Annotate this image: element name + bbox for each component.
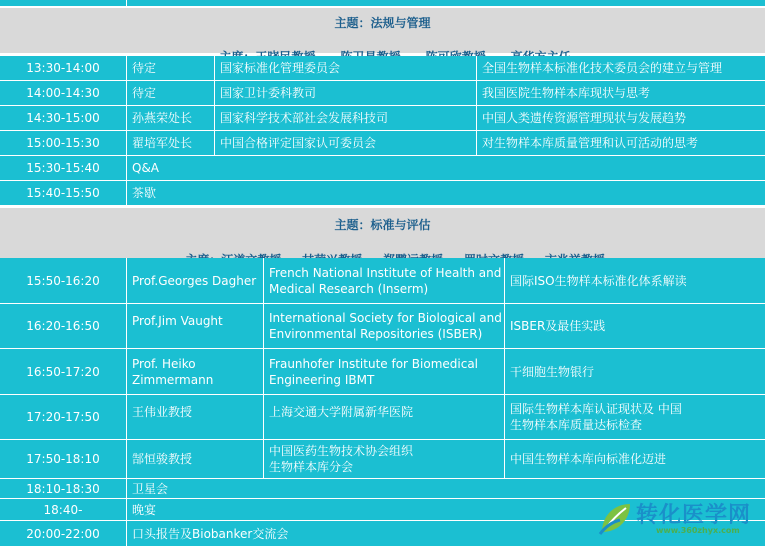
event-cell: Q&A bbox=[126, 156, 765, 180]
watermark-url: www.360zhyx.com bbox=[656, 526, 740, 535]
schedule-row bbox=[0, 156, 765, 181]
time-cell: 20:00-22:00 bbox=[26, 526, 100, 541]
leaf-logo-icon bbox=[596, 498, 636, 538]
org-cell: 中国医药生物技术协会组织 生物样本库分会 bbox=[263, 440, 423, 478]
org-cell: 中国合格评定国家认可委员会 bbox=[214, 131, 476, 155]
section-header-regulation bbox=[0, 6, 765, 53]
event-cell: 茶歇 bbox=[126, 181, 765, 205]
event-cell: 口头报告及Biobanker交流会 bbox=[126, 521, 765, 546]
schedule-row bbox=[0, 106, 765, 131]
speaker-cell: 王伟业教授 bbox=[126, 395, 263, 439]
topic-cell: 中国人类遗传资源管理现状与发展趋势 bbox=[476, 106, 765, 130]
time-cell: 15:40-15:50 bbox=[26, 186, 100, 200]
topic-cell: 国际ISO生物样本标准化体系解读 bbox=[504, 258, 765, 303]
time-cell: 17:50-18:10 bbox=[26, 452, 100, 466]
speaker-cell: 郜恒骏教授 bbox=[126, 440, 263, 478]
time-cell: 16:50-17:20 bbox=[26, 364, 100, 379]
speaker-cell: 翟培军处长 bbox=[126, 131, 214, 155]
schedule-row bbox=[0, 131, 765, 156]
schedule-row bbox=[0, 258, 765, 304]
schedule-row bbox=[0, 395, 765, 440]
section-theme: 主题：标准与评估 bbox=[334, 218, 431, 232]
topic-cell: 中国生物样本库向标准化迈进 bbox=[504, 440, 765, 478]
speaker-cell: 待定 bbox=[126, 81, 214, 105]
event-cell: 晚宴 bbox=[126, 499, 765, 520]
schedule-row bbox=[0, 81, 765, 106]
time-cell: 15:30-15:40 bbox=[26, 161, 100, 175]
schedule-row bbox=[0, 349, 765, 395]
time-cell: 15:50-16:20 bbox=[26, 273, 100, 288]
schedule-row bbox=[0, 440, 765, 479]
speaker-cell: Prof.Jim Vaught bbox=[126, 304, 263, 348]
org-cell: 国家标准化管理委员会 bbox=[214, 56, 476, 80]
speaker-cell: 待定 bbox=[126, 56, 214, 80]
section-header-standards bbox=[0, 206, 765, 258]
watermark-logo bbox=[596, 496, 762, 540]
topic-cell: ISBER及最佳实践 bbox=[504, 304, 765, 348]
org-cell: 上海交通大学附属新华医院 bbox=[263, 395, 504, 439]
topic-cell: 国际生物样本库认证现状及 中国生物样本库质量达标检查 bbox=[504, 395, 684, 439]
topic-cell: 对生物样本库质量管理和认可活动的思考 bbox=[476, 131, 765, 155]
schedule-row bbox=[0, 56, 765, 81]
org-cell: French National Institute of Health and Medical Research (Inserm) bbox=[263, 258, 504, 303]
time-cell: 14:00-14:30 bbox=[26, 86, 100, 100]
time-cell: 14:30-15:00 bbox=[26, 111, 100, 125]
speaker-cell: Prof. Heiko Zimmermann bbox=[126, 349, 263, 394]
org-cell: 国家卫计委科教司 bbox=[214, 81, 476, 105]
topic-cell: 全国生物样本标准化技术委员会的建立与管理 bbox=[476, 56, 765, 80]
schedule-row bbox=[0, 181, 765, 206]
time-cell: 15:00-15:30 bbox=[26, 136, 100, 150]
schedule-row bbox=[0, 304, 765, 349]
watermark-title: 转化医学网 bbox=[636, 503, 752, 528]
topic-cell: 我国医院生物样本库现状与思考 bbox=[476, 81, 765, 105]
org-cell: 国家科学技术部社会发展科技司 bbox=[214, 106, 476, 130]
speaker-cell: Prof.Georges Dagher bbox=[126, 258, 263, 303]
time-cell: 17:20-17:50 bbox=[26, 410, 100, 424]
org-cell: International Society for Biological and Environmental Repositories (ISBER) bbox=[263, 304, 504, 348]
time-cell: 13:30-14:00 bbox=[26, 61, 100, 75]
event-cell: 卫星会 bbox=[126, 479, 765, 498]
topic-cell: 干细胞生物银行 bbox=[504, 349, 765, 394]
time-cell: 18:40- bbox=[43, 502, 83, 517]
time-cell: 16:20-16:50 bbox=[26, 319, 100, 333]
time-cell: 18:10-18:30 bbox=[26, 481, 100, 496]
speaker-cell: 孙燕荣处长 bbox=[126, 106, 214, 130]
section-theme: 主题：法规与管理 bbox=[334, 16, 431, 30]
org-cell: Fraunhofer Institute for Biomedical Engineering IBMT bbox=[263, 349, 504, 394]
